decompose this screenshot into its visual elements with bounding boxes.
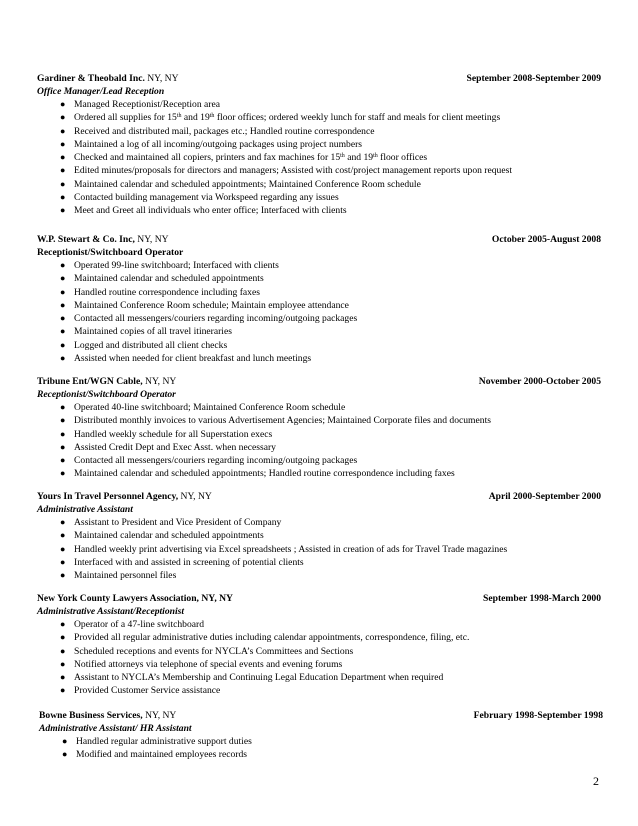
bullet-icon: ● xyxy=(60,125,66,136)
job-title: Receptionist/Switchboard Operator xyxy=(37,247,184,258)
bullet-icon: ● xyxy=(60,415,66,426)
duty-item: ● Notified attorneys via telephone of special events and evening forums xyxy=(60,658,343,670)
bullet-icon: ● xyxy=(60,402,66,412)
bullet-icon: ● xyxy=(60,326,66,337)
duty-item: ● Provided Customer Service assistance xyxy=(60,685,221,697)
company-name: Bowne Business Services, xyxy=(39,710,143,721)
bullet-icon: ● xyxy=(60,619,66,629)
duty-item: ● Maintained a log of all incoming/outgoing packages using project numbers xyxy=(60,138,363,150)
duty-item: ● Managed Receptionist/Reception area xyxy=(60,99,220,110)
duty-item: ● Contacted all messengers/couriers regarding incoming/outgoing packages xyxy=(60,313,358,325)
job-dates: November 2000-October 2005 xyxy=(478,376,601,387)
bullet-icon: ● xyxy=(60,205,66,216)
bullet-icon: ● xyxy=(60,645,66,656)
bullet-icon: ● xyxy=(60,658,66,669)
bullet-icon: ● xyxy=(62,736,68,746)
job-location: NY, NY xyxy=(142,710,177,721)
company-name: New York County Lawyers Association, NY, NY xyxy=(37,593,233,604)
duty-item: ● Maintained calendar and scheduled appointments xyxy=(60,273,264,285)
job-dates: April 2000-September 2000 xyxy=(488,491,601,502)
bullet-icon: ● xyxy=(60,313,66,324)
company-name: Gardiner & Theobald Inc. xyxy=(37,73,145,84)
job-location: NY, NY xyxy=(134,234,169,245)
job-header xyxy=(37,592,601,605)
bullet-icon: ● xyxy=(60,632,66,643)
duty-item: ● Operated 40-line switchboard; Maintained Conference Room schedule xyxy=(60,402,346,413)
duty-item: ● Distributed monthly invoices to various Advertisement Agencies; Maintained Corporate files and documents xyxy=(60,415,491,427)
job-title: Administrative Assistant xyxy=(37,504,133,515)
bullet-icon: ● xyxy=(60,455,66,466)
duty-item: ● Contacted building management via Workspeed regarding any issues xyxy=(60,192,339,204)
bullet-icon: ● xyxy=(60,152,66,163)
duty-list xyxy=(37,259,601,365)
job-title: Office Manager/Lead Reception xyxy=(37,86,165,97)
job-header xyxy=(39,709,603,722)
bullet-icon: ● xyxy=(60,530,66,541)
duty-item: ● Maintained Conference Room schedule; Maintain employee attendance xyxy=(60,299,349,311)
bullet-icon: ● xyxy=(60,339,66,350)
bullet-icon: ● xyxy=(60,543,66,554)
job-entry-wp-stewart xyxy=(37,233,601,365)
bullet-icon: ● xyxy=(60,260,66,270)
bullet-icon: ● xyxy=(60,570,66,581)
job-entry-tribune xyxy=(37,375,601,481)
job-entry-yours-in-travel xyxy=(37,490,601,582)
duty-item: ● Interfaced with and assisted in screening of potential clients xyxy=(60,556,304,568)
duty-item: ● Maintained copies of all travel itineraries xyxy=(60,326,232,338)
duty-item: ● Assisted Credit Dept and Exec Asst. when necessary xyxy=(60,441,276,453)
duty-item: ● Handled regular administrative support duties xyxy=(62,736,252,747)
duty-list xyxy=(37,401,601,481)
duty-item: ● Modified and maintained employees records xyxy=(62,749,248,761)
bullet-icon: ● xyxy=(60,112,66,123)
duty-item: ● Assisted when needed for client breakfast and lunch meetings xyxy=(60,353,312,365)
duty-item: ● Operator of a 47-line switchboard xyxy=(60,619,205,630)
job-title: Administrative Assistant/Receptionist xyxy=(37,606,185,617)
job-dates: September 1998-March 2000 xyxy=(483,593,601,604)
bullet-icon: ● xyxy=(60,672,66,683)
duty-list xyxy=(37,516,601,582)
job-entry-gardiner xyxy=(37,72,601,218)
job-title: Receptionist/Switchboard Operator xyxy=(37,389,176,400)
duty-item: ● Edited minutes/proposals for directors and managers; Assisted with cost/project management reports upon request xyxy=(60,165,513,177)
duty-item: ● Contacted all messengers/couriers regarding incoming/outgoing packages xyxy=(60,455,358,467)
duty-item: ● Operated 99-line switchboard; Interfaced with clients xyxy=(60,260,279,271)
job-header xyxy=(37,72,601,85)
bullet-icon: ● xyxy=(60,192,66,203)
job-location: NY, NY xyxy=(142,376,177,387)
company-name: Yours In Travel Personnel Agency, xyxy=(37,491,179,502)
company-name: Tribune Ent/WGN Cable, xyxy=(37,376,143,387)
duty-item: ● Handled weekly print advertising via Excel spreadsheets ; Assisted in creation of ads for Travel Trade magazines xyxy=(60,543,508,555)
duty-item: ● Maintained calendar and scheduled appointments xyxy=(60,530,264,542)
bullet-icon: ● xyxy=(60,286,66,297)
job-header xyxy=(37,490,601,503)
bullet-icon: ● xyxy=(60,165,66,176)
duty-item: ● Maintained calendar and scheduled appointments; Handled routine correspondence including faxes xyxy=(60,468,455,480)
job-dates: October 2005-August 2008 xyxy=(491,234,601,245)
page-number: 2 xyxy=(593,774,599,788)
job-dates: February 1998-September 1998 xyxy=(473,710,603,721)
duty-item: ● Received and distributed mail, packages etc.; Handled routine correspondence xyxy=(60,125,375,137)
duty-item: ● Provided all regular administrative duties including calendar appointments, correspondence, filing, etc. xyxy=(60,632,470,644)
bullet-icon: ● xyxy=(60,99,66,109)
job-location: NY, NY xyxy=(178,491,212,502)
bullet-icon: ● xyxy=(60,428,66,439)
job-title: Administrative Assistant/ HR Assistant xyxy=(39,723,192,734)
bullet-icon: ● xyxy=(62,749,68,760)
duty-item: ● Maintained calendar and scheduled appointments; Maintained Conference Room schedule xyxy=(60,178,421,190)
duty-item: ● Logged and distributed all client checks xyxy=(60,339,228,351)
bullet-icon: ● xyxy=(60,299,66,310)
bullet-icon: ● xyxy=(60,273,66,284)
duty-item: ● Checked and maintained all copiers, printers and fax machines for 15th and 19th floor offices xyxy=(60,152,428,164)
bullet-icon: ● xyxy=(60,468,66,479)
bullet-icon: ● xyxy=(60,138,66,149)
bullet-icon: ● xyxy=(60,353,66,364)
bullet-icon: ● xyxy=(60,441,66,452)
job-entry-bowne xyxy=(39,709,603,762)
duty-item: ● Handled routine correspondence including faxes xyxy=(60,286,260,298)
job-dates: September 2008-September 2009 xyxy=(466,73,601,84)
duty-item: ● Scheduled receptions and events for NYCLA’s Committees and Sections xyxy=(60,645,354,657)
duty-item: ● Assistant to NYCLA’s Membership and Continuing Legal Education Department when required xyxy=(60,672,444,684)
bullet-icon: ● xyxy=(60,517,66,527)
duty-list xyxy=(37,98,601,218)
duty-item: ● Assistant to President and Vice President of Company xyxy=(60,517,282,528)
duty-item: ● Handled weekly schedule for all Superstation execs xyxy=(60,428,273,440)
job-header xyxy=(37,233,601,246)
duty-item: ● Ordered all supplies for 15th and 19th floor offices; ordered weekly lunch for staff and meals for client meetings xyxy=(60,112,501,124)
bullet-icon: ● xyxy=(60,685,66,696)
bullet-icon: ● xyxy=(60,556,66,567)
company-name: W.P. Stewart & Co. Inc, xyxy=(37,234,135,245)
duty-item: ● Meet and Greet all individuals who enter office; Interfaced with clients xyxy=(60,205,347,217)
job-entry-nycla xyxy=(37,592,601,698)
job-location: NY, NY xyxy=(144,73,179,84)
duty-list xyxy=(37,618,601,698)
duty-list xyxy=(39,735,603,762)
job-header xyxy=(37,375,601,388)
bullet-icon: ● xyxy=(60,178,66,189)
duty-item: ● Maintained personnel files xyxy=(60,570,177,582)
